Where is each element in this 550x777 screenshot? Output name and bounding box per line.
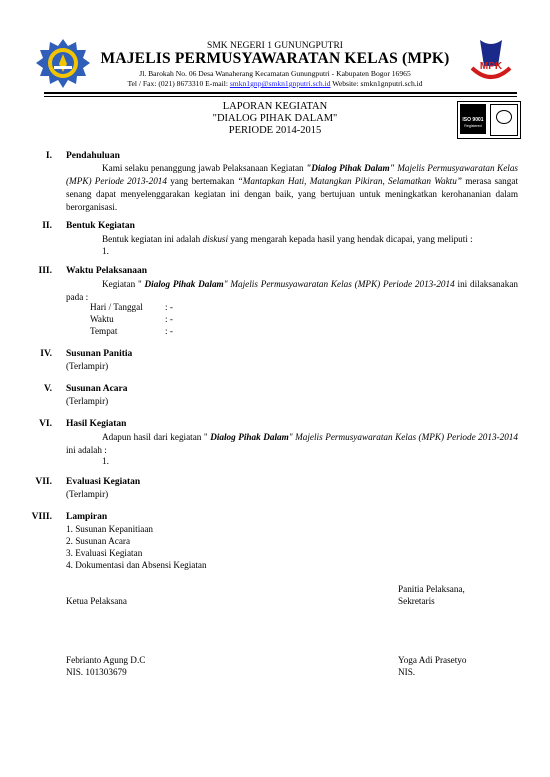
website: Website: smkn1gnputri.sch.id (332, 79, 423, 88)
right-signatory-role: Sekretaris (398, 596, 435, 606)
header-rule-thin (44, 96, 517, 97)
tel-fax: Tel / Fax: (021) 8673310 E-mail: (127, 79, 228, 88)
section-3-time-label: Waktu (90, 314, 114, 324)
section-4-title: Susunan Panitia (66, 349, 133, 359)
attachment-item: 4. Dokumentasi dan Absensi Kegiatan (66, 560, 207, 570)
section-2-item: 1. (102, 246, 109, 256)
left-signatory-nis: NIS. 101303679 (66, 667, 127, 677)
section-3-day-value: : - (165, 302, 173, 312)
section-8-title: Lampiran (66, 512, 108, 522)
section-6-number: VI. (39, 419, 52, 429)
report-title-line2: "DIALOG PIHAK DALAM" (212, 113, 338, 124)
section-3-title: Waktu Pelaksanaan (66, 266, 148, 276)
section-4-number: IV. (40, 349, 52, 359)
section-7-note: (Terlampir) (66, 489, 109, 499)
section-3-place-label: Tempat (90, 326, 118, 336)
section-3-number: III. (38, 266, 52, 276)
section-1-paragraph: Kami selaku penanggung jawab Pelaksanaan Kegiatan "Dialog Pihak Dalam" Majelis Permusyawaratan Kelas (MPK) Periode 2013-2014 yang bertemakan “Mantapkan Hati, Matangkan Pikiran, Selamatkan Waktu” merasa sangat senang dapat menyelenggarakan kegiatan ini dengan baik, yang bertujuan untuk meningkatkan kerohananian dalam berorganisasi. (66, 163, 519, 212)
section-2-title: Bentuk Kegiatan (66, 221, 135, 231)
section-7-number: VII. (35, 477, 52, 487)
school-name: SMK NEGERI 1 GUNUNGPUTRI (207, 41, 343, 51)
section-3-paragraph: Kegiatan " Dialog Pihak Dalam" Majelis Permusyawaratan Kelas (MPK) Periode 2013-2014 ini dilaksanakan pada : (66, 279, 518, 302)
section-6-paragraph: Adapun hasil dari kegiatan " Dialog Pihak Dalam" Majelis Permusyawaratan Kelas (MPK) Periode 2013-2014 ini adalah : (66, 432, 518, 455)
section-1-title: Pendahuluan (66, 151, 120, 161)
right-signatory-name: Yoga Adi Prasetyo (398, 655, 467, 665)
section-7-title: Evaluasi Kegiatan (66, 477, 141, 487)
section-2-paragraph: Bentuk kegiatan ini adalah diskusi yang mengarah kepada hasil yang hendak dicapai, yang meliputi : (102, 234, 473, 244)
attachment-item: 1. Susunan Kepanitiaan (66, 524, 154, 534)
section-1-number: I. (45, 151, 52, 161)
section-5-note: (Terlampir) (66, 396, 109, 406)
left-signatory-role: Ketua Pelaksana (66, 596, 127, 606)
mpk-logo-text: MPK (479, 61, 503, 72)
attachment-item: 2. Susunan Acara (66, 536, 131, 546)
address: Jl. Barokah No. 06 Desa Wanaherang Kecamatan Gunungputri - Kabupaten Bogor 16965 (139, 69, 411, 78)
section-3-place-value: : - (165, 326, 173, 336)
right-signatory-nis: NIS. (398, 667, 416, 677)
section-8-number: VIII. (31, 512, 52, 522)
section-3-time-value: : - (165, 314, 173, 324)
section-5-number: V. (43, 384, 52, 394)
section-6-item: 1. (102, 456, 109, 466)
attachment-item: 3. Evaluasi Kegiatan (66, 548, 143, 558)
left-signatory-name: Febrianto Agung D.C (66, 655, 146, 665)
contact-line (0, 79, 550, 88)
report-title-line1: LAPORAN KEGIATAN (222, 101, 328, 112)
iso-badge-sub: Registered (464, 124, 482, 128)
iso-badge-text: ISO 9001 (462, 117, 484, 123)
section-5-title: Susunan Acara (66, 384, 128, 394)
committee-label: Panitia Pelaksana, (398, 584, 465, 594)
section-2-number: II. (42, 221, 52, 231)
report-title-line3: PERIODE 2014-2015 (228, 125, 322, 136)
section-3-day-label: Hari / Tanggal (90, 302, 143, 312)
section-4-note: (Terlampir) (66, 361, 109, 371)
header-rule (44, 92, 517, 94)
section-6-title: Hasil Kegiatan (66, 419, 127, 429)
email-link[interactable]: smkn1gnp@smkn1gnputri.sch.id (229, 79, 331, 88)
organization-name: MAJELIS PERMUSYAWARATAN KELAS (MPK) (100, 50, 450, 67)
